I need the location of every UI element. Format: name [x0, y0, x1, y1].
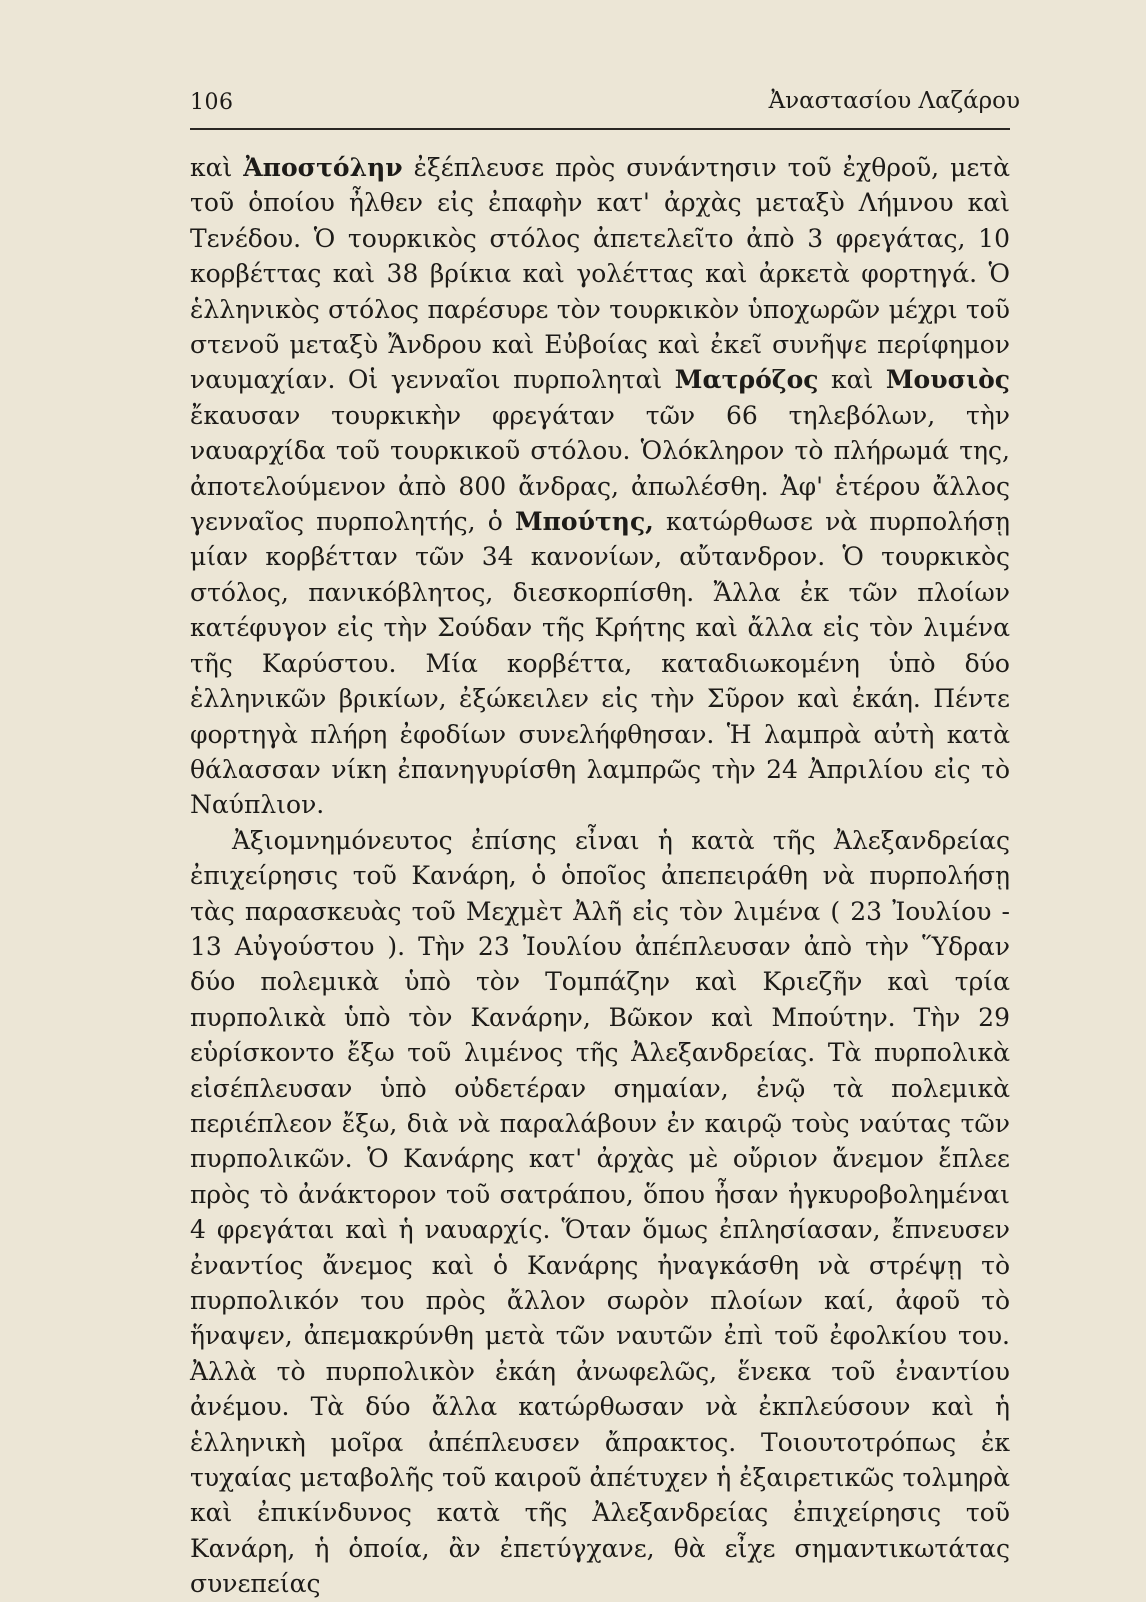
paragraph-2: [190, 823, 1010, 1602]
bold-name-matrozos: Ματρόζος: [674, 365, 819, 395]
header-rule: [190, 128, 1010, 130]
page-number: 106: [190, 90, 234, 115]
running-head: Ἀναστασίου Λαζάρου: [768, 88, 1020, 114]
text-segment: κατώρθωσε νὰ πυρπολήσῃ μίαν κορβέτταν τῶν 34 κανονίων, αὔτανδρον. Ὁ τουρκικὸς στόλος, πανικόβλητος, διεσκορπίσθη. Ἄλλα ἐκ τῶν πλοίων κατέφυγον εἰς τὴν Σούδαν τῆς Κρήτης καὶ ἄλλα εἰς τὸν λιμένα τῆς Καρύστου. Μία κορβέττα, καταδιωκομένη ὑπὸ δύο ἑλληνικῶν βρικίων, ἐξώκειλεν εἰς τὴν Σῦρον καὶ ἐκάη. Πέντε φορτηγὰ πλήρη ἐφοδίων συνελήφθησαν. Ἡ λαμπρὰ αὐτὴ κατὰ θάλασσαν νίκη ἐπανηγυρίσθη λαμπρῶς τὴν 24 Ἀπριλίου εἰς τὸ Ναύπλιον.: [190, 507, 1010, 820]
bold-name-mousios: Μουσιὸς: [885, 365, 1010, 395]
body-text: [190, 150, 1010, 1602]
page-header: [190, 88, 1020, 132]
text-segment: Ἀξιομνημόνευτος ἐπίσης εἶναι ἡ κατὰ τῆς Ἀλεξανδρείας ἐπιχείρησις τοῦ Κανάρη, ὁ ὁποῖος ἀπεπειράθη νὰ πυρπολήσῃ τὰς παρασκευὰς τοῦ Μεχμὲτ Ἀλῆ εἰς τὸν λιμένα ( 23 Ἰουλίου - 13 Αὐγούστου ). Τὴν 23 Ἰουλίου ἀπέπλευσαν ἀπὸ τὴν Ὕδραν δύο πολεμικὰ ὑπὸ τὸν Τομπάζην καὶ Κριεζῆν καὶ τρία πυρπολικὰ ὑπὸ τὸν Κανάρην, Βῶκον καὶ Μπούτην. Τὴν 29 εὑρίσκοντο ἔξω τοῦ λιμένος τῆς Ἀλεξανδρείας. Τὰ πυρπολικὰ εἰσέπλευσαν ὑπὸ οὐδετέραν σημαίαν, ἐνῷ τὰ πολεμικὰ περιέπλεον ἔξω, διὰ νὰ παραλάβουν ἐν καιρῷ τοὺς ναύτας τῶν πυρπολικῶν. Ὁ Κανάρης κατ' ἀρχὰς μὲ οὔριον ἄνεμον ἔπλεε πρὸς τὸ ἀνάκτορον τοῦ σατράπου, ὅπου ἦσαν ἠγκυροβολημέναι 4 φρεγάται καὶ ἡ ναυαρχίς. Ὅταν ὅμως ἐπλησίασαν, ἔπνευσεν ἐναντίος ἄνεμος καὶ ὁ Κανάρης ἠναγκάσθη νὰ στρέψῃ τὸ πυρπολικόν του πρὸς ἄλλον σωρὸν πλοίων καί, ἀφοῦ τὸ ἥναψεν, ἀπεμακρύνθη μετὰ τῶν ναυτῶν ἐπὶ τοῦ ἐφολκίου του. Ἀλλὰ τὸ πυρπολικὸν ἐκάη ἀνωφελῶς, ἕνεκα τοῦ ἐναντίου ἀνέμου. Τὰ δύο ἄλλα κατώρθωσαν νὰ ἐκπλεύσουν καὶ ἡ ἑλληνικὴ μοῖρα ἀπέπλευσεν ἄπρακτος. Τοιουτοτρόπως ἐκ τυχαίας μεταβολῆς τοῦ καιροῦ ἀπέτυχεν ἡ ἐξαιρετικῶς τολμηρὰ καὶ ἐπικίνδυνος κατὰ τῆς Ἀλεξανδρείας ἐπιχείρησις τοῦ Κανάρη, ἡ ὁποία, ἂν ἐπετύγχανε, θὰ εἶχε σημαντικωτάτας συνεπείας: [190, 825, 1010, 1599]
bold-name-apostolis: Ἀποστόλην: [243, 153, 403, 182]
paragraph-1: [190, 150, 1010, 823]
text-segment: καὶ: [190, 153, 244, 182]
text-segment: ἔκαυσαν τουρκικὴν φρεγάταν τῶν 66 τηλεβόλων, τὴν ναυαρχίδα τοῦ τουρκικοῦ στόλου. Ὁλόκληρον τὸ πλήρωμά της, ἀποτελούμενον ἀπὸ 800 ἄνδρας, ἀπωλέσθη. Ἀφ' ἑτέρου ἄλλος γενναῖος πυρπολητής, ὁ: [190, 400, 1010, 537]
text-segment: ἐξέπλευσε πρὸς συνάντησιν τοῦ ἐχθροῦ, μετὰ τοῦ ὁποίου ἦλθεν εἰς ἐπαφὴν κατ' ἀρχὰς μεταξὺ Λήμνου καὶ Τενέδου. Ὁ τουρκικὸς στόλος ἀπετελεῖτο ἀπὸ 3 φρεγάτας, 10 κορβέττας καὶ 38 βρίκια καὶ γολέττας καὶ ἀρκετὰ φορτηγά. Ὁ ἑλληνικὸς στόλος παρέσυρε τὸν τουρκικὸν ὑποχωρῶν μέχρι τοῦ στενοῦ μεταξὺ Ἄνδρου καὶ Εὐβοίας καὶ ἐκεῖ συνῆψε περίφημον ναυμαχίαν. Οἱ γενναῖοι πυρποληταὶ: [190, 153, 1010, 395]
bold-name-boutis: Μπούτης,: [514, 507, 654, 537]
text-segment: καὶ: [818, 365, 886, 395]
